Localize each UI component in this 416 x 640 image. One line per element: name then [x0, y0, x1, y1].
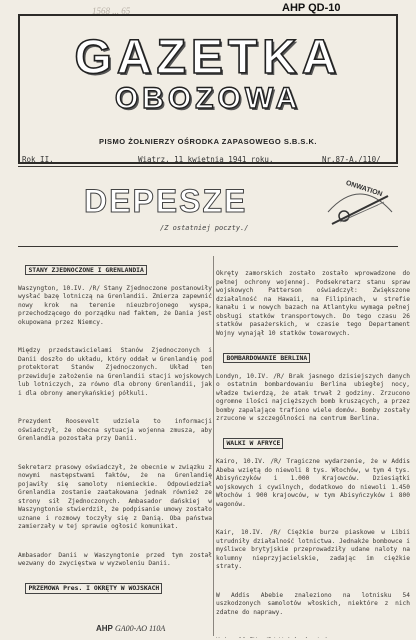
article-paragraph: Między przedstawicielami Stanów Zjednoczonych i Danii doszło do układu, który oddał w Grenlandię pod protektorat Stanów Zjednoczonych. Układ ten przewiduje założenie na Grenlandii stacji wojskowych lub lotniczych, za równo dla obrony Grenlandii, jak i dla obrony amerykańskiej półkuli. [18, 347, 212, 397]
headline-afryka: WALKI W AFRYCE [223, 438, 283, 449]
archive-stamp: AHP QD-10 [282, 2, 341, 14]
bottom-stamp-handwriting: GA00-AO 110A [114, 624, 166, 633]
article-paragraph: Ambasador Danii w Waszyngtonie przed tym został wezwany do zwycięstwa w wyzwoleniu Danii. [18, 551, 212, 567]
emblem-text: ONWATION [344, 179, 384, 199]
radio-emblem-icon [322, 172, 398, 232]
headline-grenlandia: STANY ZJEDNOCZONE I GRENLANDIA [25, 265, 146, 276]
headline-przemowa: PRZEMOWA Pres. I OKRĘTY W WOJSKACH [25, 583, 162, 594]
issue-date: Wiatrz, 11 kwietnia 1941 roku. [138, 155, 274, 164]
section-title: DEPESZE [84, 183, 248, 219]
section-rule [18, 246, 398, 247]
article-paragraph: Kair, 10.IV. /R/ Ciężkie burze piaskowe w Libii utrudniły działalność lotnictwa. Jednakże bombowce i myśliwce brytyjskie przeprowadziły udane naloty na kolumny nieprzyjacielskie, zadając im ciężkie straty. [216, 529, 410, 570]
article-paragraph: Waszyngton, 10.IV. /R/ Stany Zjednoczone postanowiły wysłać bazę lotniczą na Grenlandii. Zmierza zapewnić nowy krok na terenie nieuzbrojonego wyspa, przechodzącego do porządku nad faktem, że Dania jest okupowana przez Niemcy. [18, 284, 212, 326]
bottom-stamp-label: AHP [96, 624, 113, 633]
left-column [18, 253, 212, 598]
section-subtitle: /Z ostatniej poczty./ [160, 224, 249, 232]
article-paragraph [216, 637, 410, 638]
issue-year: Rok II. [22, 155, 54, 164]
masthead-title-line1: GAZETKA [74, 31, 342, 84]
right-column [216, 253, 410, 638]
article-paragraph: Okręty zamorskich zostało zostało wprowadzone do pełnej ochrony wojennej. Podsekretarz stanu spraw wojskowych Patterson oświadczył: Zwiększone działalność na Hawaii, na Filipinach, w strefie kanału i w nowych bazach na Atlantyku wymaga pełnej obsługi statków transportowych. Do tego czasu 26 statków pasażerskich, w czasie tego Departament Wojny wynajął 10 statków towarowych. [216, 270, 410, 337]
article-paragraph: Sekretarz prasowy oświadczył, że obecnie w związku z nowymi następstwami faktów, że na Grenlandię pojawiły się samoloty niemieckie. Odpowiedział Grenlandia zostanie zaatakowana jednak również ze strony sił Zjednoczonych. Ambasador dańskiej w Waszyngtonie stwierdził, że podpisanie umowy zostało uznane i rozmowy toczyły się z Danią. Oba państwa zamierzały w tej sprawie ogłosić komunikat. [18, 463, 212, 530]
issue-number: Nr.87-A./110/ [322, 155, 381, 164]
header-rule [18, 166, 398, 167]
article-paragraph: Prezydent Roosevelt udziela to informacji oświadczył, że obecna sytuacja wojenna zmusza, aby Grenlandia pozostała przy Danii. [18, 418, 212, 442]
masthead-title-line2: OBOZOWA [114, 82, 302, 115]
handwritten-note: 1568 ... 65 [92, 6, 131, 16]
article-paragraph: Kairo, 10.IV. /R/ Tragiczne wydarzenie, że w Addis Abeba wziętą do niewoli 8 tys. Włochów, w tym 4 tys. Abisyńczyków i 1.000 Krajowców. Dziesiątki wojskowych i cywilnych, dodatkowo do niewoli 1.450 Włochów i 900 krajowców, w tym Abisyńczyków i 800 wagonów. [216, 458, 410, 508]
article-paragraph: W Addis Abebie znaleziono na lotnisku 54 uszkodzonych samolotów włoskich, niektóre z nich zdatne do naprawy. [216, 591, 410, 616]
masthead-subtitle: PISMO ŻOŁNIERZY OŚRODKA ZAPASOWEGO S.B.S.K. [98, 137, 318, 146]
archive-bottom-stamp [96, 624, 165, 633]
headline-berlin: BOMBARDOWANIE BERLINA [223, 353, 310, 364]
column-divider [213, 256, 214, 636]
article-paragraph: Londyn, 10.IV. /R/ Brak jasnego dzisiejszych danych o ostatnim bombardowaniu Berlina ubiegłej nocy, władze twierdzą, że atak trwał 2 godziny. Zrzucono ogromne ilości najcięższych bomb kruszących, a przez bomby zapalające trafiono wiele domów. Bomby zostały zrzucone w szczególności na centrum Berlina. [216, 372, 410, 422]
